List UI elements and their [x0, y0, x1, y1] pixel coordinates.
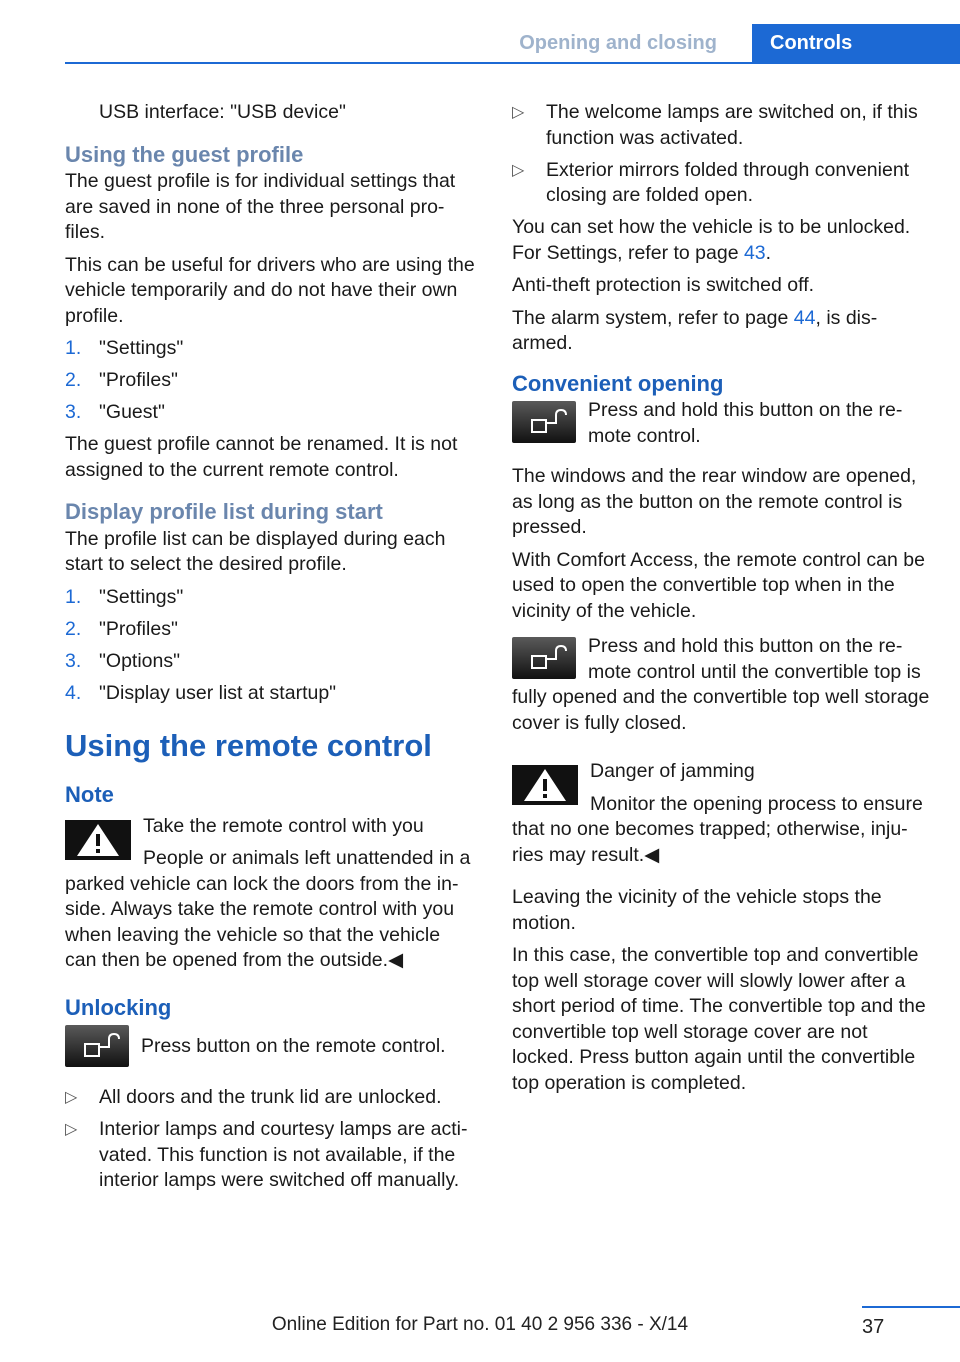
convenient-block-2: [512, 634, 930, 743]
list-item: [65, 1085, 475, 1111]
step-number: 3.: [65, 401, 82, 423]
bullet-text: All doors and the trunk lid are unlocked.: [99, 1086, 442, 1108]
remote-control-heading: Using the remote control: [65, 728, 432, 763]
list-item: [65, 681, 475, 707]
alarm-paragraph: [512, 306, 930, 357]
note-warning: [65, 814, 475, 981]
display-paragraph: The profile list can be displayed during each start to select the desired profile.: [65, 527, 446, 575]
list-item: [512, 100, 930, 151]
convenient-opening-heading: Convenient opening: [512, 370, 724, 396]
guest-steps: [65, 336, 475, 426]
chapter-tab[interactable]: Controls: [752, 24, 960, 62]
convenient-paragraph-4: Press and hold this button on the re‐mote control until the convertible top is fully opened and the convertible top well storage cover is fully closed.: [512, 635, 930, 734]
warning-triangle-icon: [65, 820, 131, 860]
page-header: [65, 24, 960, 64]
unlock-symbol-icon: [65, 1025, 129, 1067]
danger-warning: [512, 759, 930, 875]
step-text: "Display user list at startup": [99, 681, 337, 704]
step-text: "Guest": [99, 401, 165, 423]
page-number: 37: [862, 1316, 885, 1338]
bullet-icon: ▷: [512, 161, 525, 179]
right-bullets: [512, 100, 930, 209]
convenient-paragraph-1: Press and hold this button on the re‐mote control.: [588, 399, 903, 447]
bullet-text: Exterior mirrors folded through convenient closing are folded open.: [546, 158, 910, 206]
bullet-text: The welcome lamps are switched on, if this function was activated.: [546, 101, 918, 149]
guest-profile-heading: Using the guest profile: [65, 141, 304, 167]
unlock-remote-icon: [65, 1025, 129, 1067]
guest-paragraph-1: The guest profile is for individual settings that are saved in none of the three personal pro‐files.: [65, 170, 456, 243]
unlock-settings-paragraph: [512, 215, 930, 266]
step-number: 2.: [65, 617, 82, 640]
guest-paragraph-2: This can be useful for drivers who are using the vehicle temporarily and do not have their own profile.: [65, 253, 475, 327]
unlock-remote-icon: [512, 401, 576, 443]
step-number: 3.: [65, 649, 82, 672]
bullet-icon: ▷: [512, 104, 525, 121]
note-heading: Note: [65, 782, 114, 807]
usb-line: USB interface: "USB device": [99, 101, 346, 123]
step-text: "Settings": [99, 337, 184, 359]
list-item: [65, 368, 475, 394]
step-text: "Settings": [99, 585, 184, 608]
warning-triangle-icon: [512, 765, 578, 805]
step-number: 4.: [65, 681, 82, 704]
section-tab[interactable]: Opening and closing: [519, 32, 717, 54]
bullet-icon: ▷: [65, 1121, 78, 1138]
alarm-text-end: , is dis‐armed.: [512, 306, 878, 354]
convenient-block-1: [512, 398, 930, 456]
list-item: [65, 400, 475, 426]
unlocking-heading: Unlocking: [65, 994, 172, 1020]
unlock-symbol-icon: [512, 401, 576, 443]
unlock-settings-end: .: [765, 241, 772, 264]
unlock-settings-text: You can set how the vehicle is to be unlocked. For Settings, refer to page: [512, 216, 911, 264]
unlock-remote-icon: [512, 637, 576, 679]
display-steps: [65, 585, 475, 707]
list-item: [65, 617, 475, 643]
unlock-symbol-icon: [512, 637, 576, 679]
convenient-paragraph-3: With Comfort Access, the remote control can be used to open the convertible top when in the vicinity of the vehicle.: [512, 548, 925, 622]
list-item: [512, 158, 930, 209]
step-text: "Profiles": [99, 617, 178, 640]
alarm-text: The alarm system, refer to page: [512, 306, 794, 329]
unlock-bullets: [65, 1085, 475, 1194]
step-number: 1.: [65, 585, 82, 608]
note-title: Take the remote control with you: [143, 814, 424, 837]
list-item: [65, 336, 475, 362]
footer-divider: [862, 1306, 960, 1308]
unlocking-block: [65, 1022, 475, 1071]
page-link-43[interactable]: 43: [743, 241, 766, 264]
step-text: "Profiles": [99, 369, 178, 391]
step-number: 2.: [65, 369, 82, 391]
danger-body: Monitor the opening process to ensure that no one becomes trapped; otherwise, inju‐ries may result.◀: [512, 792, 923, 866]
right-column: [512, 100, 930, 1103]
bullet-icon: ▷: [65, 1089, 78, 1106]
convenient-paragraph-2: The windows and the rear window are opened, as long as the button on the remote control is pressed.: [512, 465, 917, 538]
danger-title: Danger of jamming: [590, 760, 755, 782]
bullet-text: Interior lamps and courtesy lamps are acti‐vated. This function is not available, if the interior lamps were switched off manually.: [99, 1118, 468, 1191]
step-number: 1.: [65, 337, 82, 359]
note-body: People or animals left unattended in a parked vehicle can lock the doors from the in‐side. Always take the remote control with you when leaving the vehicle so that the vehicle can then be opened from the outside.◀: [65, 847, 471, 971]
case-paragraph: In this case, the convertible top and convertible top well storage cover will slowly lower after a short period of time. The convertible top and the convertible top well storage cover are not locked. Press button again until the convertible top operation is completed.: [512, 944, 926, 1094]
list-item: [65, 585, 475, 611]
page-link-44[interactable]: 44: [793, 306, 816, 329]
leaving-paragraph: Leaving the vicinity of the vehicle stops the motion.: [512, 886, 882, 934]
left-column: [65, 100, 475, 1200]
list-item: [65, 649, 475, 675]
unlocking-text: Press button on the remote control.: [141, 1035, 446, 1057]
step-text: "Options": [99, 649, 181, 672]
display-profile-heading: Display profile list during start: [65, 499, 383, 524]
guest-paragraph-3: The guest profile cannot be renamed. It is not assigned to the current remote control.: [65, 433, 458, 481]
antitheft-paragraph: Anti-theft protection is switched off.: [512, 274, 815, 296]
list-item: [65, 1117, 475, 1194]
footer-edition-text: Online Edition for Part no. 01 40 2 956 336 - X/14: [271, 1314, 689, 1335]
